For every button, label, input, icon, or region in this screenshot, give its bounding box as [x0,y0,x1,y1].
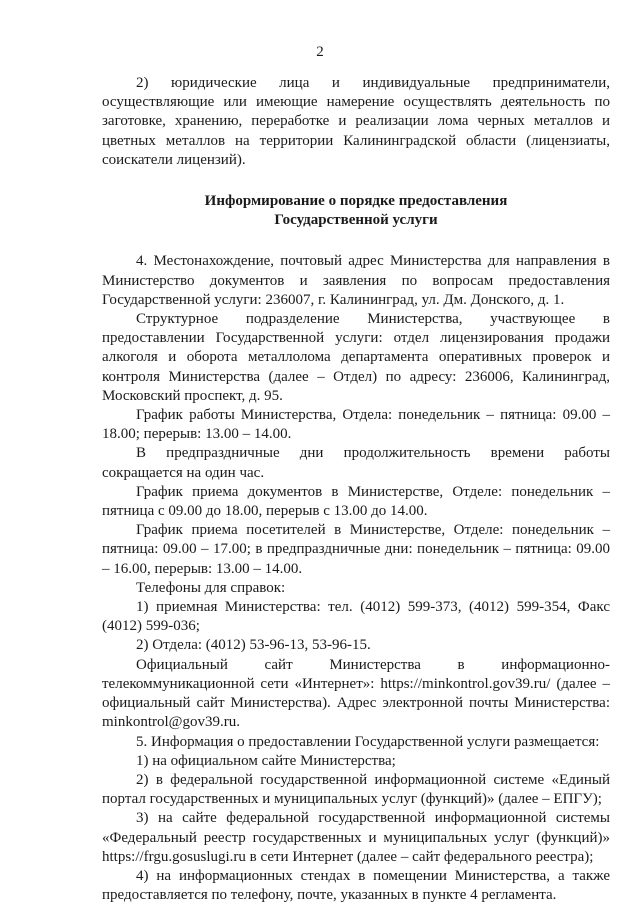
paragraph-phones-heading: Телефоны для справок: [136,579,286,596]
list-item-federal-registry: 3) на сайте федеральной государственной информационной системы «Федеральный реестр государственных и муниципальных услуг (функций)» https://frgu.gosuslugi.ru в сети Интернет (далее – сайт федерального реестра); [102,810,610,865]
paragraph-pre-holiday: В предпраздничные дни продолжительность времени работы сокращается на один час. [102,445,610,481]
list-item-epgu: 2) в федеральной государственной информационной системе «Единый портал государственных и муниципальных услуг (функций)» (далее – ЕПГУ); [102,771,610,808]
paragraph-work-schedule: График работы Министерства, Отдела: понедельник – пятница: 09.00 – 18.00; перерыв: 13.00 – 14.00. [102,407,610,443]
list-item-official-site: 1) на официальном сайте Министерства; [136,752,396,769]
paragraph-documents-schedule: График приема документов в Министерстве, Отделе: понедельник – пятница с 09.00 до 18.00, перерыв с 13.00 до 14.00. [102,483,610,520]
section-title-line-2: Государственной услуги [274,212,438,229]
paragraph-department: Структурное подразделение Министерства, участвующее в предоставлении Государственной услуги: отдел лицензирования продажи алкоголя и оборота металлолома департамента оперативных проверок и контроля Министерства (далее – Отдел) по адресу: 236006, Калининград, Московский проспект, д. 95. [102,311,610,404]
paragraph-info-placement: 5. Информация о предоставлении Государственной услуги размещается: [136,733,600,750]
paragraph-phone-reception: 1) приемная Министерства: тел. (4012) 599-373, (4012) 599-354, Факс (4012) 599-036; [102,599,610,635]
paragraph-official-site: Официальный сайт Министерства в информационно-телекоммуникационной сети «Интернет»: https://minkontrol.gov39.ru/ (далее – официальный сайт Министерства). Адрес электронной почты Министерства: minkontrol@gov39.ru. [102,656,610,731]
paragraph-applicants-item-2: 2) юридические лица и индивидуальные предприниматели, осуществляющие или имеющие намерение осуществлять деятельность по заготовке, хранению, переработке и реализации лома черных металлов и цветных металлов на территории Калининградской области (лицензиаты, соискатели лицензий). [102,75,610,168]
document-body [102,74,610,905]
list-item-info-stands: 4) на информационных стендах в помещении Министерства, а также предоставляется по телефону, почте, указанных в пункте 4 регламента. [102,867,610,904]
section-title-line-1: Информирование о порядке предоставления [204,193,508,210]
page-number: 2 [316,44,324,60]
paragraph-phone-department: 2) Отдела: (4012) 53-96-13, 53-96-15. [136,637,371,654]
paragraph-ministry-address: 4. Местонахождение, почтовый адрес Министерства для направления в Министерство документов и заявления по вопросам предоставления Государственной услуги: 236007, г. Калининград, ул. Дм. Донского, д. 1. [102,253,610,308]
paragraph-visitors-schedule: График приема посетителей в Министерстве, Отделе: понедельник – пятница: 09.00 – 17.00; в предпраздничные дни: понедельник – пятница: 09.00 – 16.00, перерыв: 13.00 – 14.00. [102,522,610,577]
